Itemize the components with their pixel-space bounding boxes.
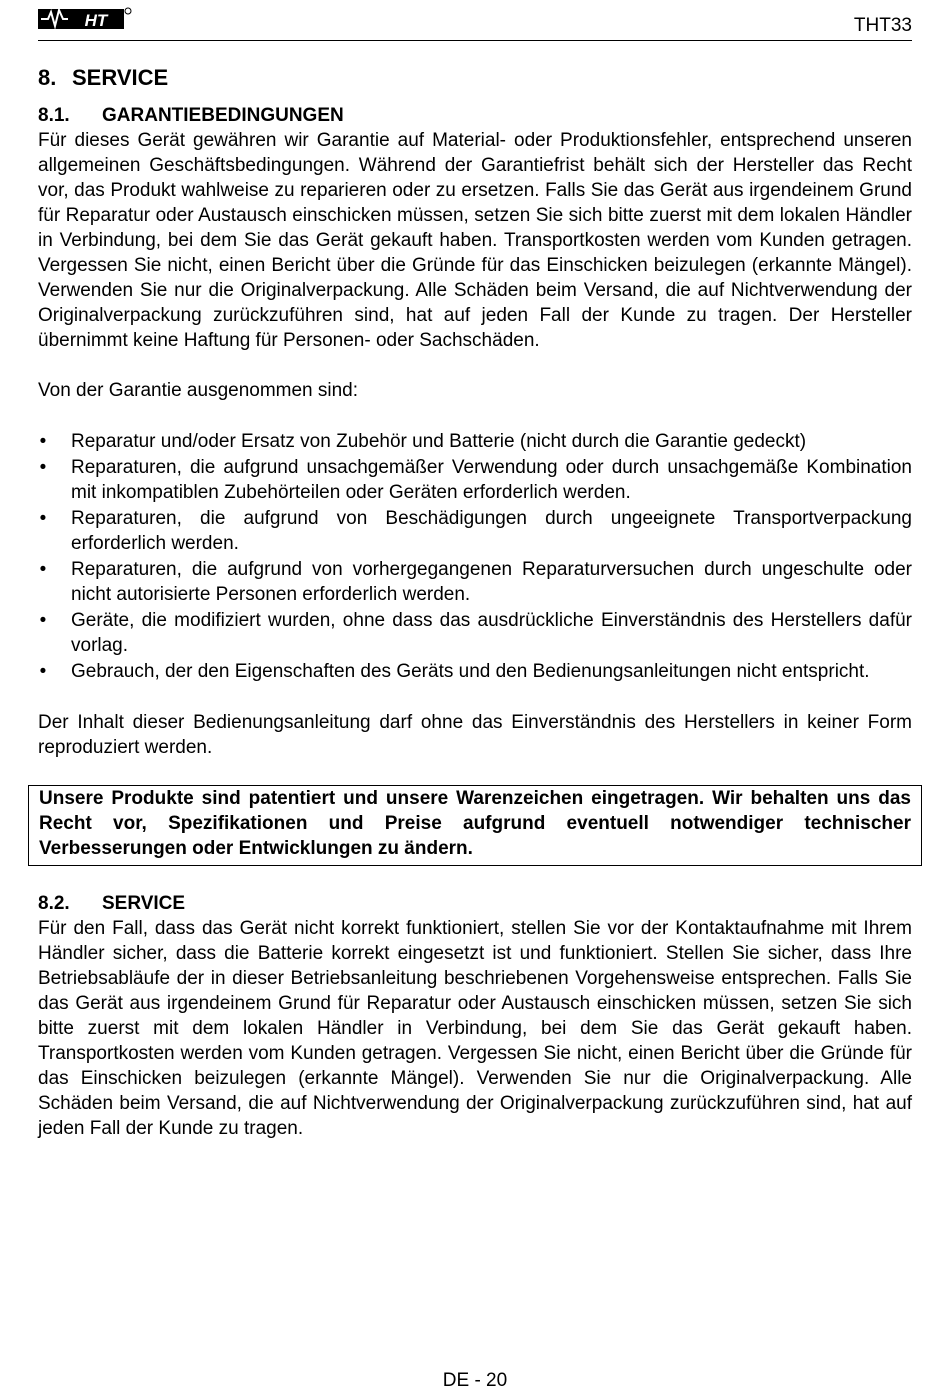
page-number: DE - 20 <box>442 1370 508 1391</box>
model-name: THT33 <box>853 15 912 36</box>
list-item: • Geräte, die modifiziert wurden, ohne dass das ausdrückliche Einverständnis des Herstellers dafür vorlag. <box>39 610 912 656</box>
service-heading <box>38 891 912 916</box>
warranty-heading <box>38 103 912 128</box>
exclusions-intro: Von der Garantie ausgenommen sind: <box>38 380 359 401</box>
service-title: SERVICE <box>102 893 186 914</box>
bullet-icon: • <box>39 508 47 529</box>
bullet-icon: • <box>39 457 47 478</box>
service-number: 8.2. <box>38 893 70 914</box>
patent-notice-box: Unsere Produkte sind patentiert und unsere Warenzeichen eingetragen. Wir behalten uns das Recht vor, Spezifikationen und Preise aufgrund eventuell notwendiger technischer Verbesserungen oder Entwicklungen zu ändern. <box>28 785 922 866</box>
logo-text: HT <box>84 11 108 30</box>
warranty-paragraph: Für dieses Gerät gewähren wir Garantie auf Material- oder Produktionsfehler, entsprechend unseren allgemeinen Geschäftsbedingungen. Während der Garantiefrist behält sich der Hersteller das Recht vor, das Produkt wahlweise zu reparieren oder zu ersetzen. Falls Sie das Gerät aus irgendeinem Grund für Reparatur oder Austausch einschicken müssen, setzen Sie sich bitte zuerst mit dem lokalen Händler in Verbindung, bei dem Sie das Gerät gekauft haben. Transportkosten werden vom Kunden getragen. Vergessen Sie nicht, einen Bericht über die Gründe für das Einschicken beizulegen (erkannte Mängel). Verwenden Sie nur die Originalverpackung. Alle Schäden beim Versand, die auf Nichtverwendung der Originalverpackung zurückzuführen sind, hat auf jeden Fall der Kunde zu tragen. Der Hersteller übernimmt keine Haftung für Personen- oder Sachschäden. <box>38 130 912 351</box>
copyright-note: Der Inhalt dieser Bedienungsanleitung darf ohne das Einverständnis des Herstellers in keiner Form reproduziert werden. <box>38 712 912 758</box>
ht-logo-icon <box>38 6 133 32</box>
section-number: 8. <box>38 65 57 90</box>
list-item: • Gebrauch, der den Eigenschaften des Geräts und den Bedienungsanleitungen nicht entspricht. <box>39 661 870 682</box>
warranty-title: GARANTIEBEDINGUNGEN <box>102 105 344 126</box>
warranty-number: 8.1. <box>38 105 70 126</box>
bullet-icon: • <box>39 661 47 682</box>
list-item: • Reparatur und/oder Ersatz von Zubehör und Batterie (nicht durch die Garantie gedeckt) <box>39 431 807 452</box>
bullet-icon: • <box>39 559 47 580</box>
page-content <box>38 63 912 1141</box>
service-paragraph: Für den Fall, dass das Gerät nicht korrekt funktioniert, stellen Sie vor der Kontaktaufnahme mit Ihrem Händler sicher, dass die Batterie korrekt eingesetzt ist und funktioniert. Stellen Sie sicher, dass Ihre Betriebsabläufe der in dieser Betriebsanleitung beschriebenen Vorgehensweise entsprechen. Falls Sie das Gerät aus irgendeinem Grund für Reparatur oder Austausch einschicken müssen, setzen Sie sich bitte zuerst mit dem lokalen Händler in Verbindung, bei dem Sie das Gerät gekauft haben. Transportkosten werden vom Kunden getragen. Vergessen Sie nicht, einen Bericht über die Gründe für das Einschicken beizulegen (erkannte Mängel). Verwenden Sie nur die Originalverpackung. Alle Schäden beim Versand, die auf Nichtverwendung der Originalverpackung zurückzuführen sind, hat auf jeden Fall der Kunde zu tragen. <box>38 918 912 1139</box>
list-item: • Reparaturen, die aufgrund von vorhergegangenen Reparaturversuchen durch ungeschulte oder nicht autorisierte Personen erforderlich werden. <box>39 559 912 605</box>
page-header <box>38 0 912 41</box>
bullet-icon: • <box>39 610 47 631</box>
section-heading <box>38 63 912 93</box>
bullet-icon: • <box>39 431 47 452</box>
section-title: SERVICE <box>72 65 169 90</box>
exclusions-list <box>38 429 912 684</box>
list-item: • Reparaturen, die aufgrund unsachgemäßer Verwendung oder durch unsachgemäße Kombination mit inkompatiblen Zubehörteilen oder Geräten erforderlich werden. <box>39 457 912 503</box>
list-item: • Reparaturen, die aufgrund von Beschädigungen durch ungeeignete Transportverpackung erforderlich werden. <box>39 508 912 554</box>
